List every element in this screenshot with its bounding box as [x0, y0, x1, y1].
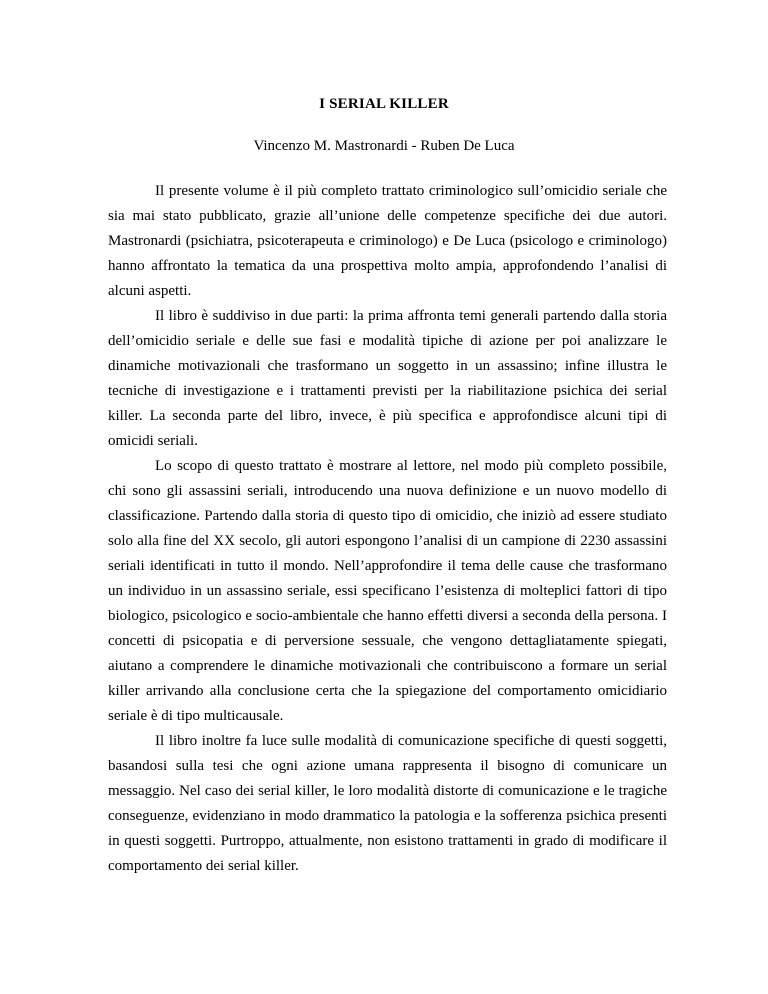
paragraph-2: Il libro è suddiviso in due parti: la prima affronta temi generali partendo dalla storia dell’omicidio seriale e delle sue fasi e modalità tipiche di azione per poi analizzare le dinamiche motivazionali che trasformano un soggetto in un assassino; infine illustra le tecniche di investigazione e i trattamenti previsti per la riabilitazione psichica dei serial killer. La seconda parte del libro, invece, è più specifica e approfondisce alcuni tipi di omicidi seriali. [108, 308, 667, 449]
paragraph-4: Il libro inoltre fa luce sulle modalità di comunicazione specifiche di questi soggetti, basandosi sulla tesi che ogni azione umana rappresenta il bisogno di comunicare un messaggio. Nel caso dei serial killer, le loro modalità distorte di comunicazione e le tragiche conseguenze, evidenziano in modo drammatico la patologia e la sofferenza psichica presenti in questi soggetti. Purtroppo, attualmente, non esistono trattamenti in grado di modificare il comportamento dei serial killer. [108, 733, 667, 874]
document-title: I SERIAL KILLER [319, 96, 449, 112]
document-authors: Vincenzo M. Mastronardi - Ruben De Luca [253, 138, 515, 154]
paragraph-1: Il presente volume è il più completo trattato criminologico sull’omicidio seriale che sia mai stato pubblicato, grazie all’unione delle competenze specifiche dei due autori. Mastronardi (psichiatra, psicoterapeuta e criminologo) e De Luca (psicologo e criminologo) hanno affrontato la tematica da una prospettiva molto ampia, approfondendo l’analisi di alcuni aspetti. [108, 183, 667, 299]
document-body [108, 179, 667, 879]
paragraph-3: Lo scopo di questo trattato è mostrare al lettore, nel modo più completo possibile, chi sono gli assassini seriali, introducendo una nuova definizione e un nuovo modello di classificazione. Partendo dalla storia di questo tipo di omicidio, che iniziò ad essere studiato solo alla fine del XX secolo, gli autori espongono l’analisi di un campione di 2230 assassini seriali identificati in tutto il mondo. Nell’approfondire il tema delle cause che trasformano un individuo in un assassino seriale, essi specificano l’esistenza di molteplici fattori di tipo biologico, psicologico e socio-ambientale che hanno effetti diversi a seconda della persona. I concetti di psicopatia e di perversione sessuale, che vengono dettagliatamente spiegati, aiutano a comprendere le dinamiche motivazionali che contribuiscono a formare un serial killer arrivando alla conclusione certa che la spiegazione del comportamento omicidiario seriale è di tipo multicausale. [108, 458, 667, 724]
